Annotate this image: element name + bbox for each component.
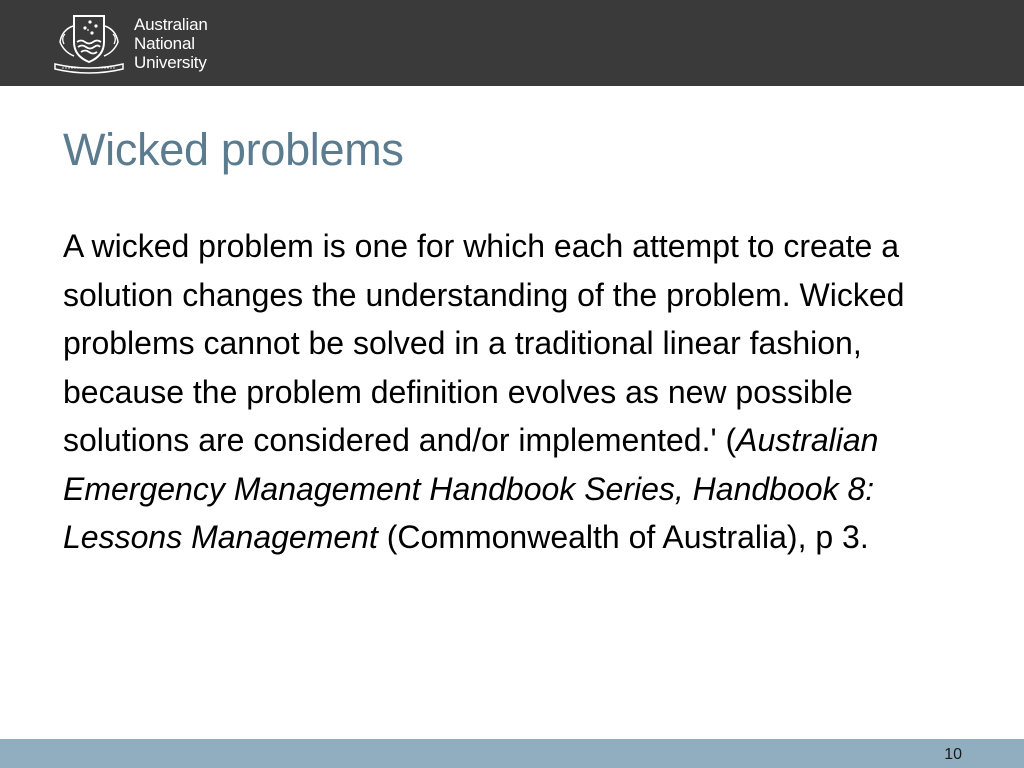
citation-publisher: (Commonwealth of Australia), p 3. [377,519,869,555]
footer-bar [0,739,1024,768]
anu-crest-icon [52,12,126,74]
page-number: 10 [944,746,962,763]
anu-logo [52,12,208,74]
body-main-text: A wicked problem is one for which each attempt to create a solution changes the understanding of the problem. Wicked problems cannot be solved in a traditional linear fashion, because the problem definition evolves as new possible solutions are considered and/or implemented.' ( [63,228,905,458]
university-wordmark [134,15,208,72]
citation-title: Australian Emergency Management Handbook Series, Handbook 8: Lessons Management [63,422,879,555]
header-bar [0,0,1024,86]
slide-title: Wicked problems [63,124,404,175]
wordmark-line-3: University [134,52,207,72]
wordmark-line-1: Australian [134,14,208,34]
slide-body [63,222,983,562]
wordmark-line-2: National [134,33,195,53]
